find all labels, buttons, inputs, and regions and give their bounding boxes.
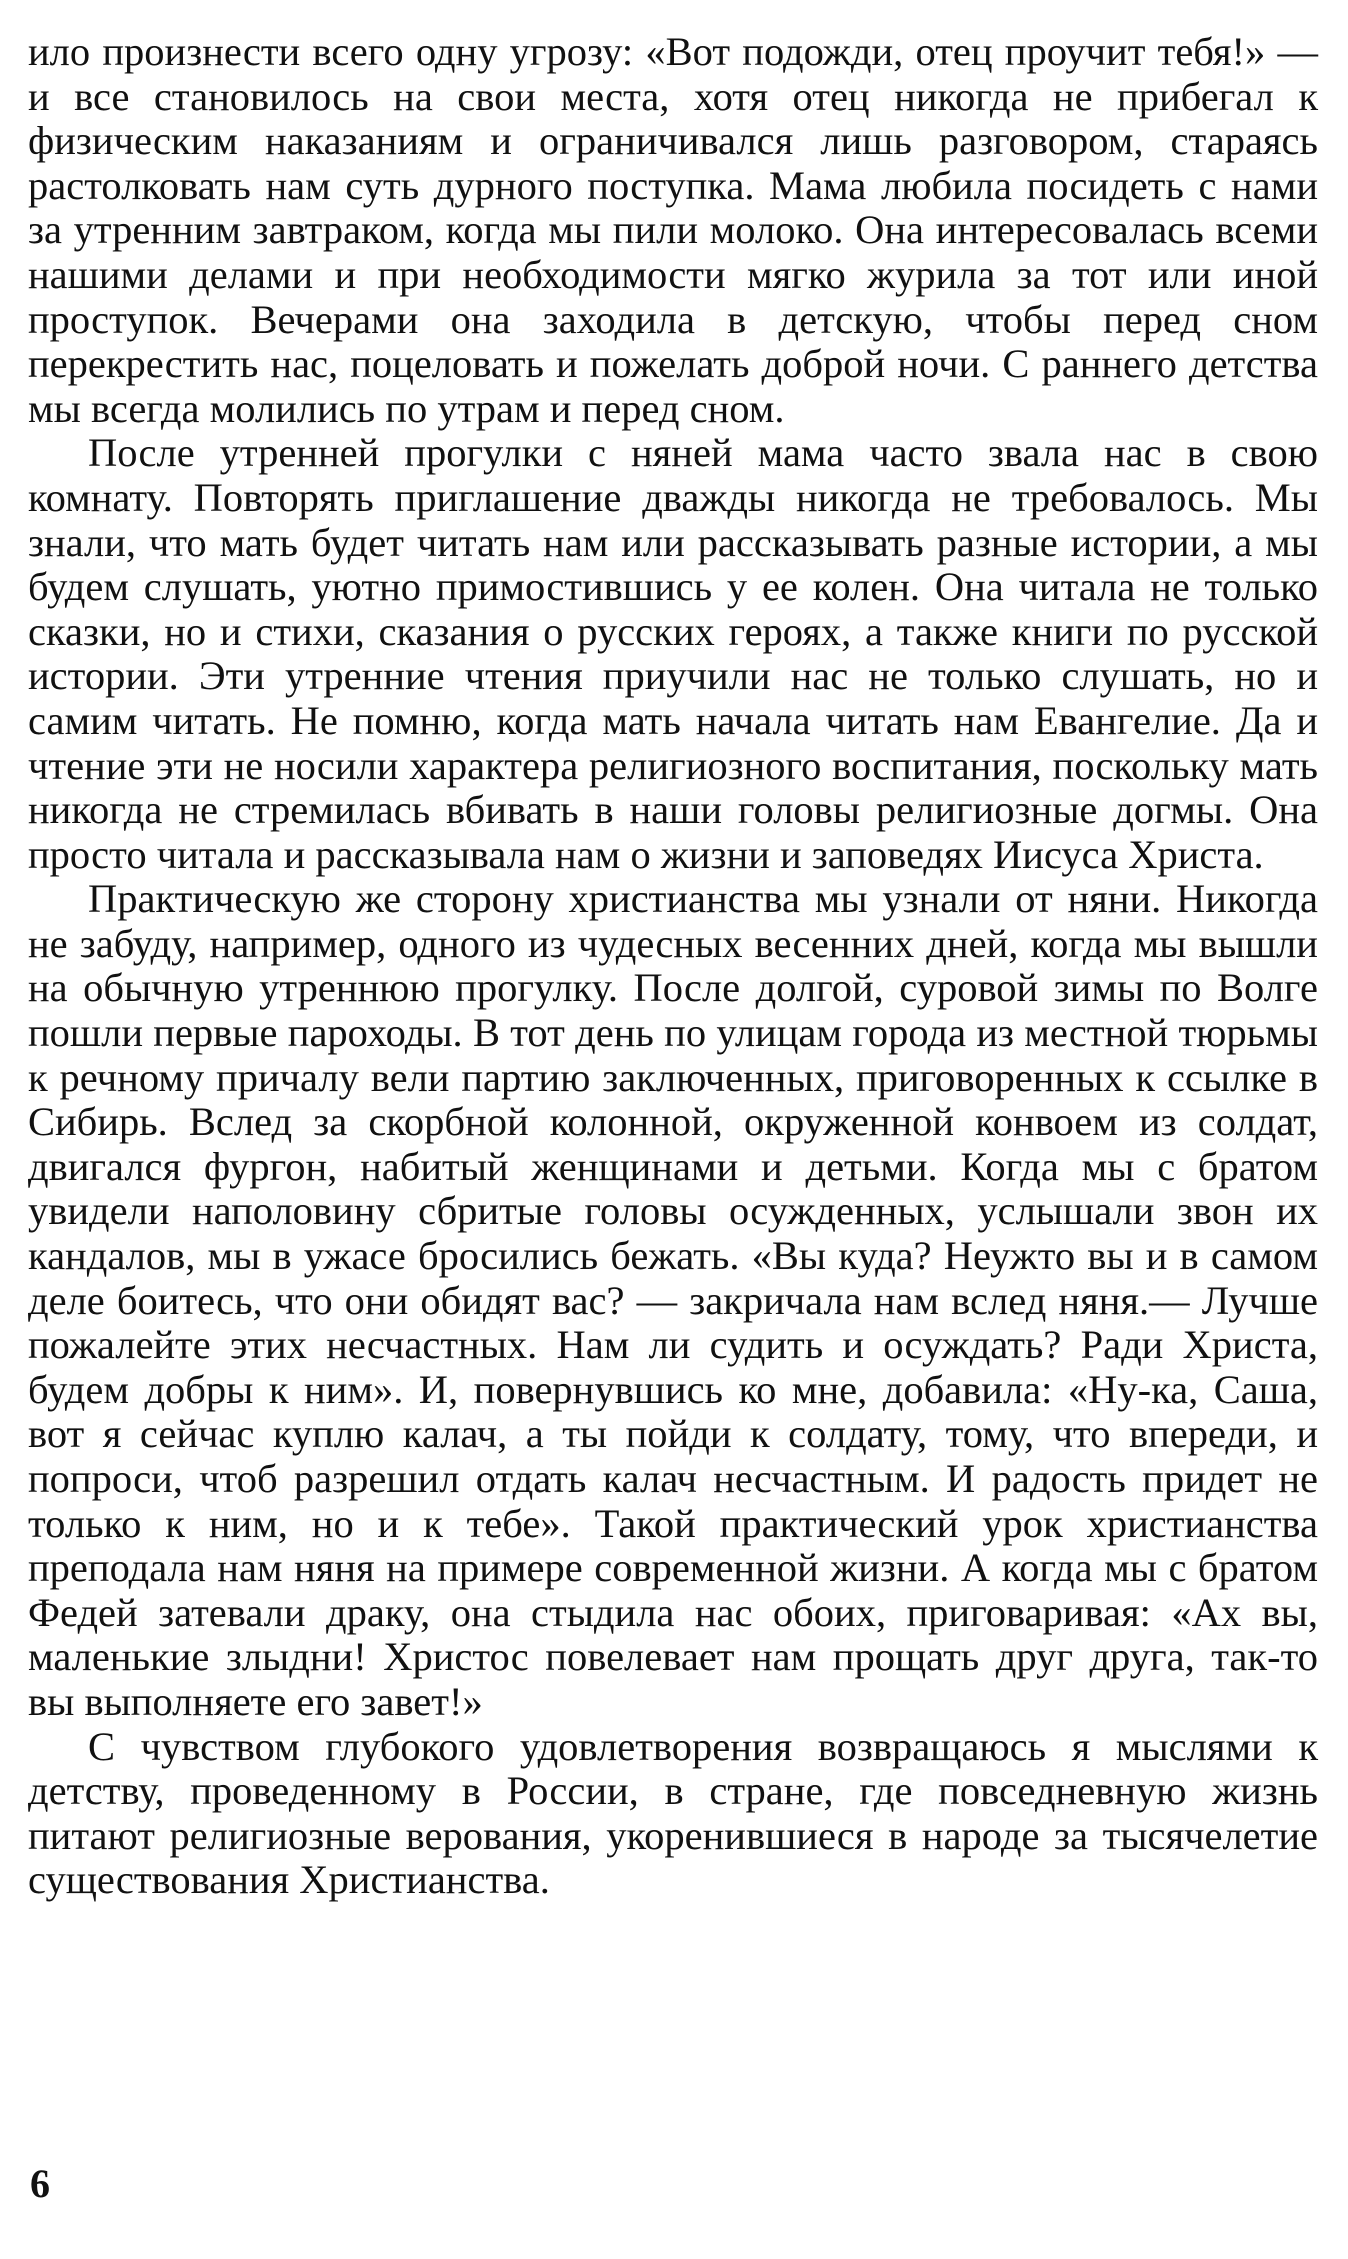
paragraph-2: После утренней прогулки с няней мама часто звала нас в свою комнату. Повторять приглашение дважды никогда не требовалось. Мы знали, что мать будет читать нам или рассказывать разные истории, а мы будем слушать, уютно примостившись у ее колен. Она читала не только сказки, но и стихи, сказания о русских героях, а также книги по русской истории. Эти утренние чтения приучили нас не только слушать, но и самим читать. Не помню, когда мать начала читать нам Евангелие. Да и чтение эти не носили характера религиозного воспитания, поскольку мать никогда не стремилась вбивать в наши головы религиозные догмы. Она просто читала и рассказывала нам о жизни и заповедях Иисуса Христа. xyxy=(28,430,1318,877)
page-body xyxy=(28,30,1318,2230)
paragraph-4: С чувством глубокого удовлетворения возвращаюсь я мыслями к детству, проведенному в России, в стране, где повседневную жизнь питают религиозные верования, укоренившиеся в народе за тысячелетие существования Христианства. xyxy=(28,1723,1318,1903)
paragraph-1: ило произнести всего одну угрозу: «Вот подожди, отец проучит тебя!» — и все становилось на свои места, хотя отец никогда не прибегал к физическим наказаниям и ограничивался лишь разговором, стараясь растолковать нам суть дурного поступка. Мама любила посидеть с нами за утренним завтраком, когда мы пили молоко. Она интересовалась всеми нашими делами и при необходимости мягко журила за тот или иной проступок. Вечерами она заходила в детскую, чтобы перед сном перекрестить нас, поцеловать и пожелать доброй ночи. С раннего детства мы всегда молились по утрам и перед сном. xyxy=(28,29,1318,431)
page-number: 6 xyxy=(30,2161,50,2206)
paragraph-3: Практическую же сторону христианства мы узнали от няни. Никогда не забуду, например, одного из чудесных весенних дней, когда мы вышли на обычную утреннюю прогулку. После долгой, суровой зимы по Волге пошли первые пароходы. В тот день по улицам города из местной тюрьмы к речному причалу вели партию заключенных, приговоренных к ссылке в Сибирь. Вслед за скорбной колонной, окруженной конвоем из солдат, двигался фургон, набитый женщинами и детьми. Когда мы с братом увидели наполовину сбритые головы осужденных, услышали звон их кандалов, мы в ужасе бросились бежать. «Вы куда? Неужто вы и в самом деле боитесь, что они обидят вас? — закричала нам вслед няня.— Лучше пожалейте этих несчастных. Нам ли судить и осуждать? Ради Христа, будем добры к ним». И, повернувшись ко мне, добавила: «Ну-ка, Саша, вот я сейчас куплю калач, а ты пойди к солдату, тому, что впереди, и попроси, чтоб разрешил отдать калач несчастным. И радость придет не только к ним, но и к тебе». Такой практический урок христианства преподала нам няня на примере современной жизни. А когда мы с братом Федей затевали драку, она стыдила нас обоих, приговаривая: «Ах вы, маленькие злыдни! Христос повелевает нам прощать друг друга, так-то вы выполняете его завет!» xyxy=(28,876,1318,1724)
